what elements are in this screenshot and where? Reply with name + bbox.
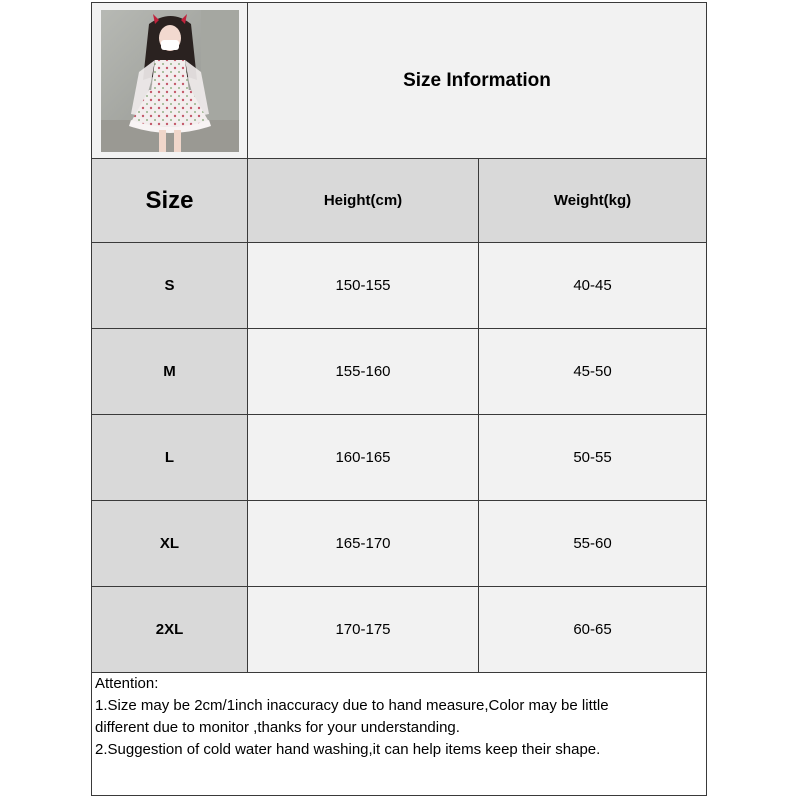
table-row (92, 415, 706, 501)
title-row (92, 3, 706, 159)
weight-cell: 45-50 (479, 329, 706, 414)
column-header-height: Height(cm) (248, 159, 479, 242)
height-cell: 160-165 (248, 415, 479, 500)
table-row (92, 501, 706, 587)
note-line: 2.Suggestion of cold water hand washing,it can help items keep their shape. (95, 741, 601, 758)
weight-cell: 60-65 (479, 587, 706, 672)
size-cell: M (92, 329, 248, 414)
size-cell: XL (92, 501, 248, 586)
height-cell: 170-175 (248, 587, 479, 672)
weight-cell: 50-55 (479, 415, 706, 500)
note-line: 1.Size may be 2cm/1inch inaccuracy due to hand measure,Color may be little (95, 697, 609, 714)
weight-cell: 40-45 (479, 243, 706, 328)
size-cell: L (92, 415, 248, 500)
note-line: different due to monitor ,thanks for your understanding. (95, 719, 460, 736)
table-row (92, 587, 706, 673)
height-cell: 165-170 (248, 501, 479, 586)
attention-notes (92, 670, 706, 764)
height-cell: 150-155 (248, 243, 479, 328)
size-cell: 2XL (92, 587, 248, 672)
page-title: Size Information (248, 3, 706, 158)
column-header-weight: Weight(kg) (553, 192, 632, 209)
product-photo-cell (92, 3, 248, 158)
notes-heading: Attention: (95, 675, 159, 692)
column-header-size: Size (92, 159, 248, 242)
height-cell: 155-160 (248, 329, 479, 414)
size-chart-sheet (91, 2, 707, 796)
table-header-row (92, 159, 706, 243)
size-table (92, 3, 706, 673)
weight-cell: 55-60 (479, 501, 706, 586)
table-row (92, 243, 706, 329)
size-cell: S (92, 243, 248, 328)
table-row (92, 329, 706, 415)
product-photo (101, 10, 239, 152)
